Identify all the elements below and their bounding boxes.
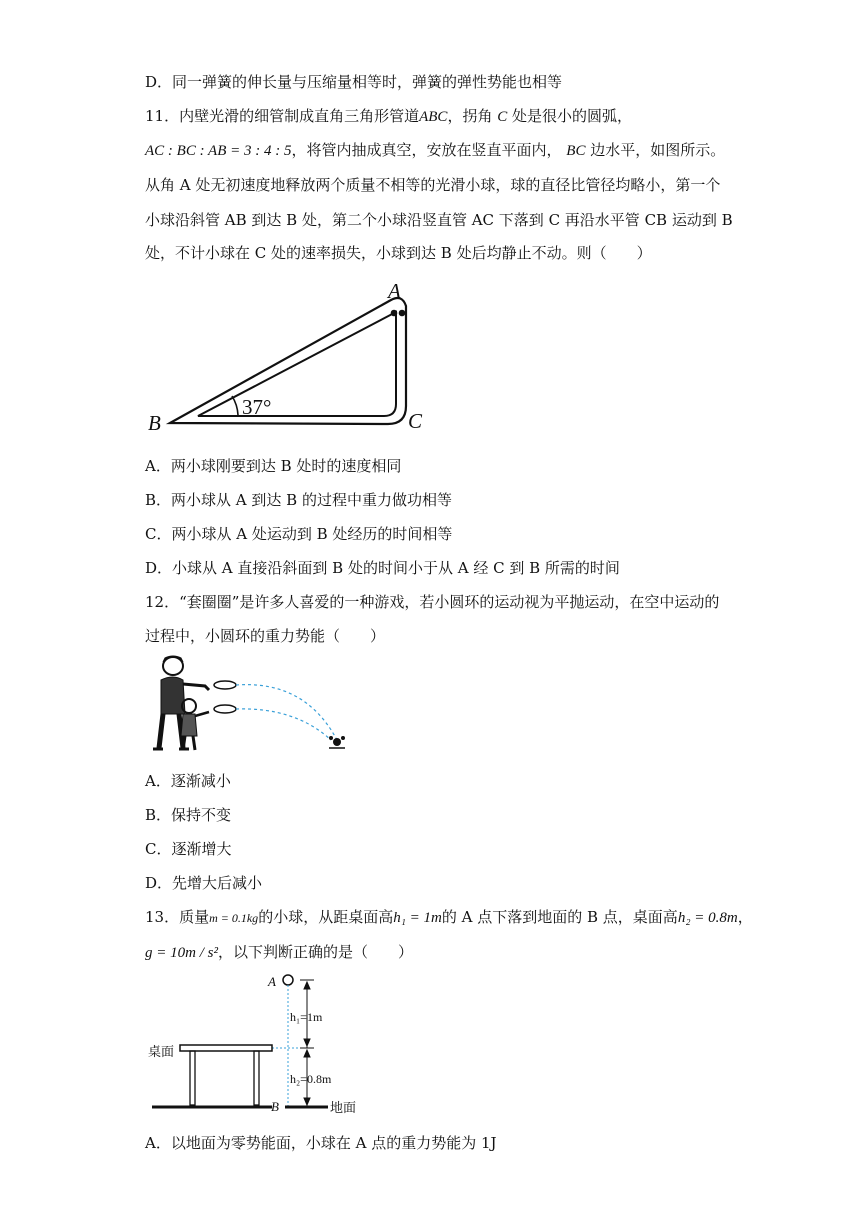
- q12-ring-toss-figure: [145, 652, 360, 757]
- h2-label: h₂=0.8m: [290, 1072, 332, 1086]
- q13-table-drop-figure: [140, 966, 380, 1126]
- q13-stem-text: ，以下判断正确的是（ ）: [217, 943, 413, 961]
- q12-stem-line2: 过程中，小圆环的重力势能（ ）: [145, 627, 386, 645]
- q11-triangle-tube-figure: [140, 278, 440, 438]
- q11-ratio: AC : BC : AB = 3 : 4 : 5: [145, 143, 292, 159]
- q12-option-c: C．逐渐增大: [145, 840, 232, 858]
- trajectory-upper: [236, 685, 337, 740]
- q13-h2: h₂ = 0.8m: [677, 910, 738, 926]
- q11-stem-text: 11．内壁光滑的细管制成直角三角形管道: [145, 107, 420, 125]
- q11-stem-line4: 小球沿斜管 AB 到达 B 处，第二个小球沿竖直管 AC 下落到 C 再沿水平管 CB 运动到 B: [145, 211, 733, 229]
- table: [180, 1045, 272, 1105]
- trajectory-lower: [236, 709, 331, 740]
- q11-stem-line5: 处，不计小球在 C 处的速率损失，小球到达 B 处后均静止不动。则（ ）: [145, 244, 652, 262]
- label-b: B: [148, 411, 161, 435]
- q11-option-c: C．两小球从 A 处运动到 B 处经历的时间相等: [145, 525, 453, 543]
- label-b: B: [271, 1099, 279, 1114]
- q13-stem-text: ，: [737, 908, 753, 926]
- q13-option-a: A．以地面为零势能面，小球在 A 点的重力势能为 1J: [145, 1134, 497, 1152]
- ball-two: [399, 310, 406, 317]
- ground-label: 地面: [330, 1101, 357, 1116]
- label-a: A: [388, 279, 401, 303]
- q11-stem-text: 边水平，如图所示。: [590, 141, 726, 159]
- ring-upper: [214, 681, 236, 689]
- q11-option-a: A．两小球刚要到达 B 处时的速度相同: [145, 457, 402, 475]
- q12-stem-line1: 12．“套圈圈”是许多人喜爱的一种游戏，若小圆环的运动视为平抛运动，在空中运动的: [145, 593, 720, 611]
- ball-one: [391, 310, 398, 317]
- label-a: A: [268, 974, 276, 989]
- q13-mass: m = 0.1kg: [209, 911, 259, 925]
- q11-stem-line1: [145, 106, 632, 127]
- q13-stem-text: 的 A 点下落到地面的 B 点，桌面高: [441, 908, 678, 926]
- q13-stem-line1: [145, 907, 753, 928]
- q11-abc-var: ABC: [419, 109, 448, 125]
- q12-option-b: B．保持不变: [145, 806, 232, 824]
- angle-label: 37°: [242, 395, 272, 419]
- q11-stem-line2: [145, 140, 725, 161]
- ring-lower: [214, 705, 236, 713]
- q11-stem-line3: 从角 A 处无初速度地释放两个质量不相等的光滑小球，球的直径比管径均略小，第一个: [145, 176, 721, 194]
- tube-outer-wall: [170, 298, 406, 424]
- q11-stem-text: ，将管内抽成真空，安放在竖直平面内，: [291, 141, 562, 159]
- q13-g: g = 10m / s²: [145, 945, 218, 961]
- q13-h1: h₁ = 1m: [393, 910, 442, 926]
- angle-arc: [232, 396, 238, 415]
- table-label: 桌面: [148, 1045, 175, 1060]
- tube-inner-wall: [198, 312, 396, 416]
- q11-stem-text: 处是很小的圆弧，: [512, 107, 633, 125]
- q13-stem-text: 的小球，从距桌面高: [258, 908, 394, 926]
- q11-stem-text: ，拐角: [447, 107, 493, 125]
- h1-label: h₁=1m: [290, 1010, 323, 1024]
- label-c: C: [408, 409, 423, 433]
- ball-a: [283, 975, 293, 985]
- q11-option-b: B．两小球从 A 到达 B 的过程中重力做功相等: [145, 491, 452, 509]
- q13-stem-text: 13．质量: [145, 908, 210, 926]
- q12-option-a: A．逐渐减小: [145, 772, 231, 790]
- q11-option-d: D．小球从 A 直接沿斜面到 B 处的时间小于从 A 经 C 到 B 所需的时间: [145, 559, 620, 577]
- q11-bc-var: BC: [566, 143, 586, 159]
- q11-c-var: C: [497, 109, 508, 125]
- q13-stem-line2: [145, 942, 413, 963]
- toy-target: [329, 736, 345, 748]
- q10-option-d: D．同一弹簧的伸长量与压缩量相等时，弹簧的弹性势能也相等: [145, 73, 563, 91]
- child-figure: [181, 699, 209, 750]
- q12-option-d: D．先增大后减小: [145, 874, 263, 892]
